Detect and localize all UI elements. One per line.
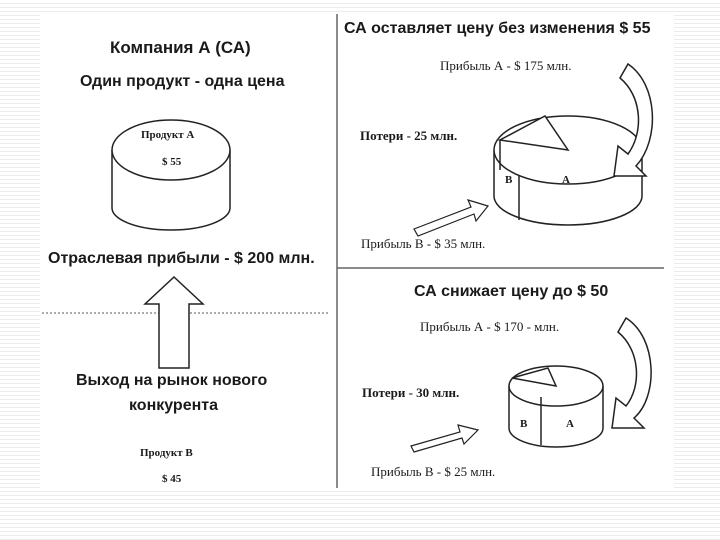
curved-arrow-icon-bottom <box>612 318 651 428</box>
product-a-name: Продукт А <box>141 129 195 141</box>
top-slice-b: В <box>505 174 513 186</box>
pie-cylinder-bottom <box>509 366 603 447</box>
product-a-price: $ 55 <box>162 156 182 168</box>
left-title: Компания А (СА) <box>110 38 251 57</box>
bottom-losses: Потери - 30 млн. <box>362 385 460 400</box>
entry-line2: конкурента <box>129 397 218 414</box>
top-profit-b: Прибыль В - $ 35 млн. <box>361 236 486 251</box>
top-slice-a: А <box>562 174 570 186</box>
product-b-name: Продукт В <box>140 447 193 459</box>
product-b-price: $ 45 <box>162 473 182 485</box>
entry-arrow-icon <box>145 277 203 368</box>
bottom-slice-a: А <box>566 418 574 430</box>
top-losses: Потери - 25 млн. <box>360 128 458 143</box>
bottom-profit-b: Прибыль В - $ 25 млн. <box>371 464 496 479</box>
curved-arrow-icon-top <box>614 64 652 176</box>
pointer-arrow-icon-top <box>414 200 488 236</box>
industry-profit: Отраслевая прибыли - $ 200 млн. <box>48 250 315 267</box>
top-right-title: СА оставляет цену без изменения $ 55 <box>344 20 651 37</box>
bottom-profit-a: Прибыль А - $ 170 - млн. <box>420 319 560 334</box>
bottom-slice-b: В <box>520 418 528 430</box>
entry-line1: Выход на рынок нового <box>76 372 268 389</box>
left-subtitle: Один продукт - одна цена <box>80 73 285 90</box>
pointer-arrow-icon-bottom <box>411 425 478 452</box>
bottom-right-title: СА снижает цену до $ 50 <box>414 283 609 300</box>
top-profit-a: Прибыль А - $ 175 млн. <box>440 58 572 73</box>
